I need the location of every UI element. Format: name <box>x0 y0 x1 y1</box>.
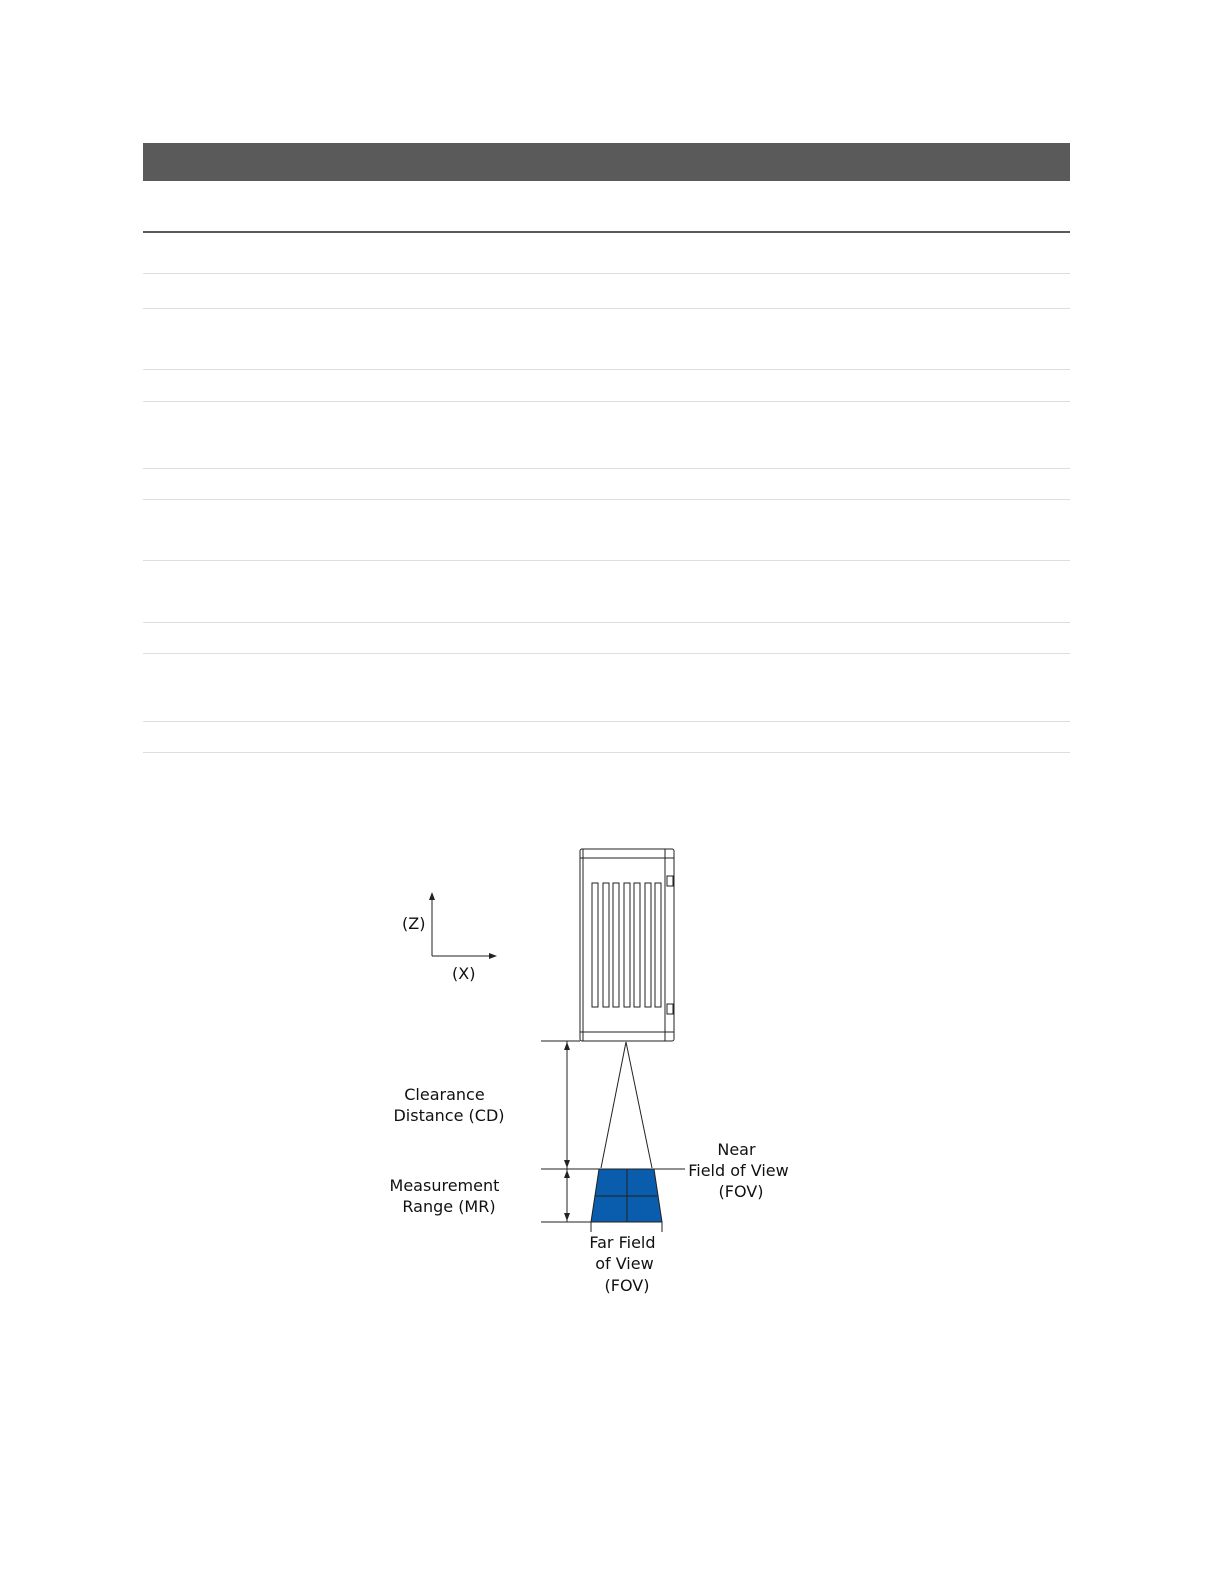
far-fov-label <box>589 1233 660 1295</box>
clearance-distance-line1: Clearance <box>404 1085 485 1104</box>
fov-trapezoid <box>591 1169 662 1222</box>
sensor-body <box>580 849 674 1041</box>
measurement-range-line2: Range (MR) <box>402 1197 496 1216</box>
fov-beam <box>601 1042 652 1168</box>
x-axis-label: (X) <box>452 964 476 983</box>
near-fov-line1: Near <box>717 1140 756 1159</box>
far-fov-line1: Far Field <box>589 1233 656 1252</box>
far-fov-line3: (FOV) <box>604 1276 650 1295</box>
far-fov-line2: of View <box>595 1254 654 1273</box>
measurement-range-line1: Measurement <box>389 1176 500 1195</box>
axis-indicator <box>432 896 493 956</box>
z-axis-label: (Z) <box>402 914 426 933</box>
near-fov-line3: (FOV) <box>718 1182 764 1201</box>
near-fov-line2: Field of View <box>688 1161 789 1180</box>
clearance-distance-label <box>393 1085 504 1125</box>
near-fov-label <box>688 1140 794 1201</box>
measurement-range-label <box>390 1176 505 1216</box>
clearance-distance-line2: Distance (CD) <box>393 1106 505 1125</box>
